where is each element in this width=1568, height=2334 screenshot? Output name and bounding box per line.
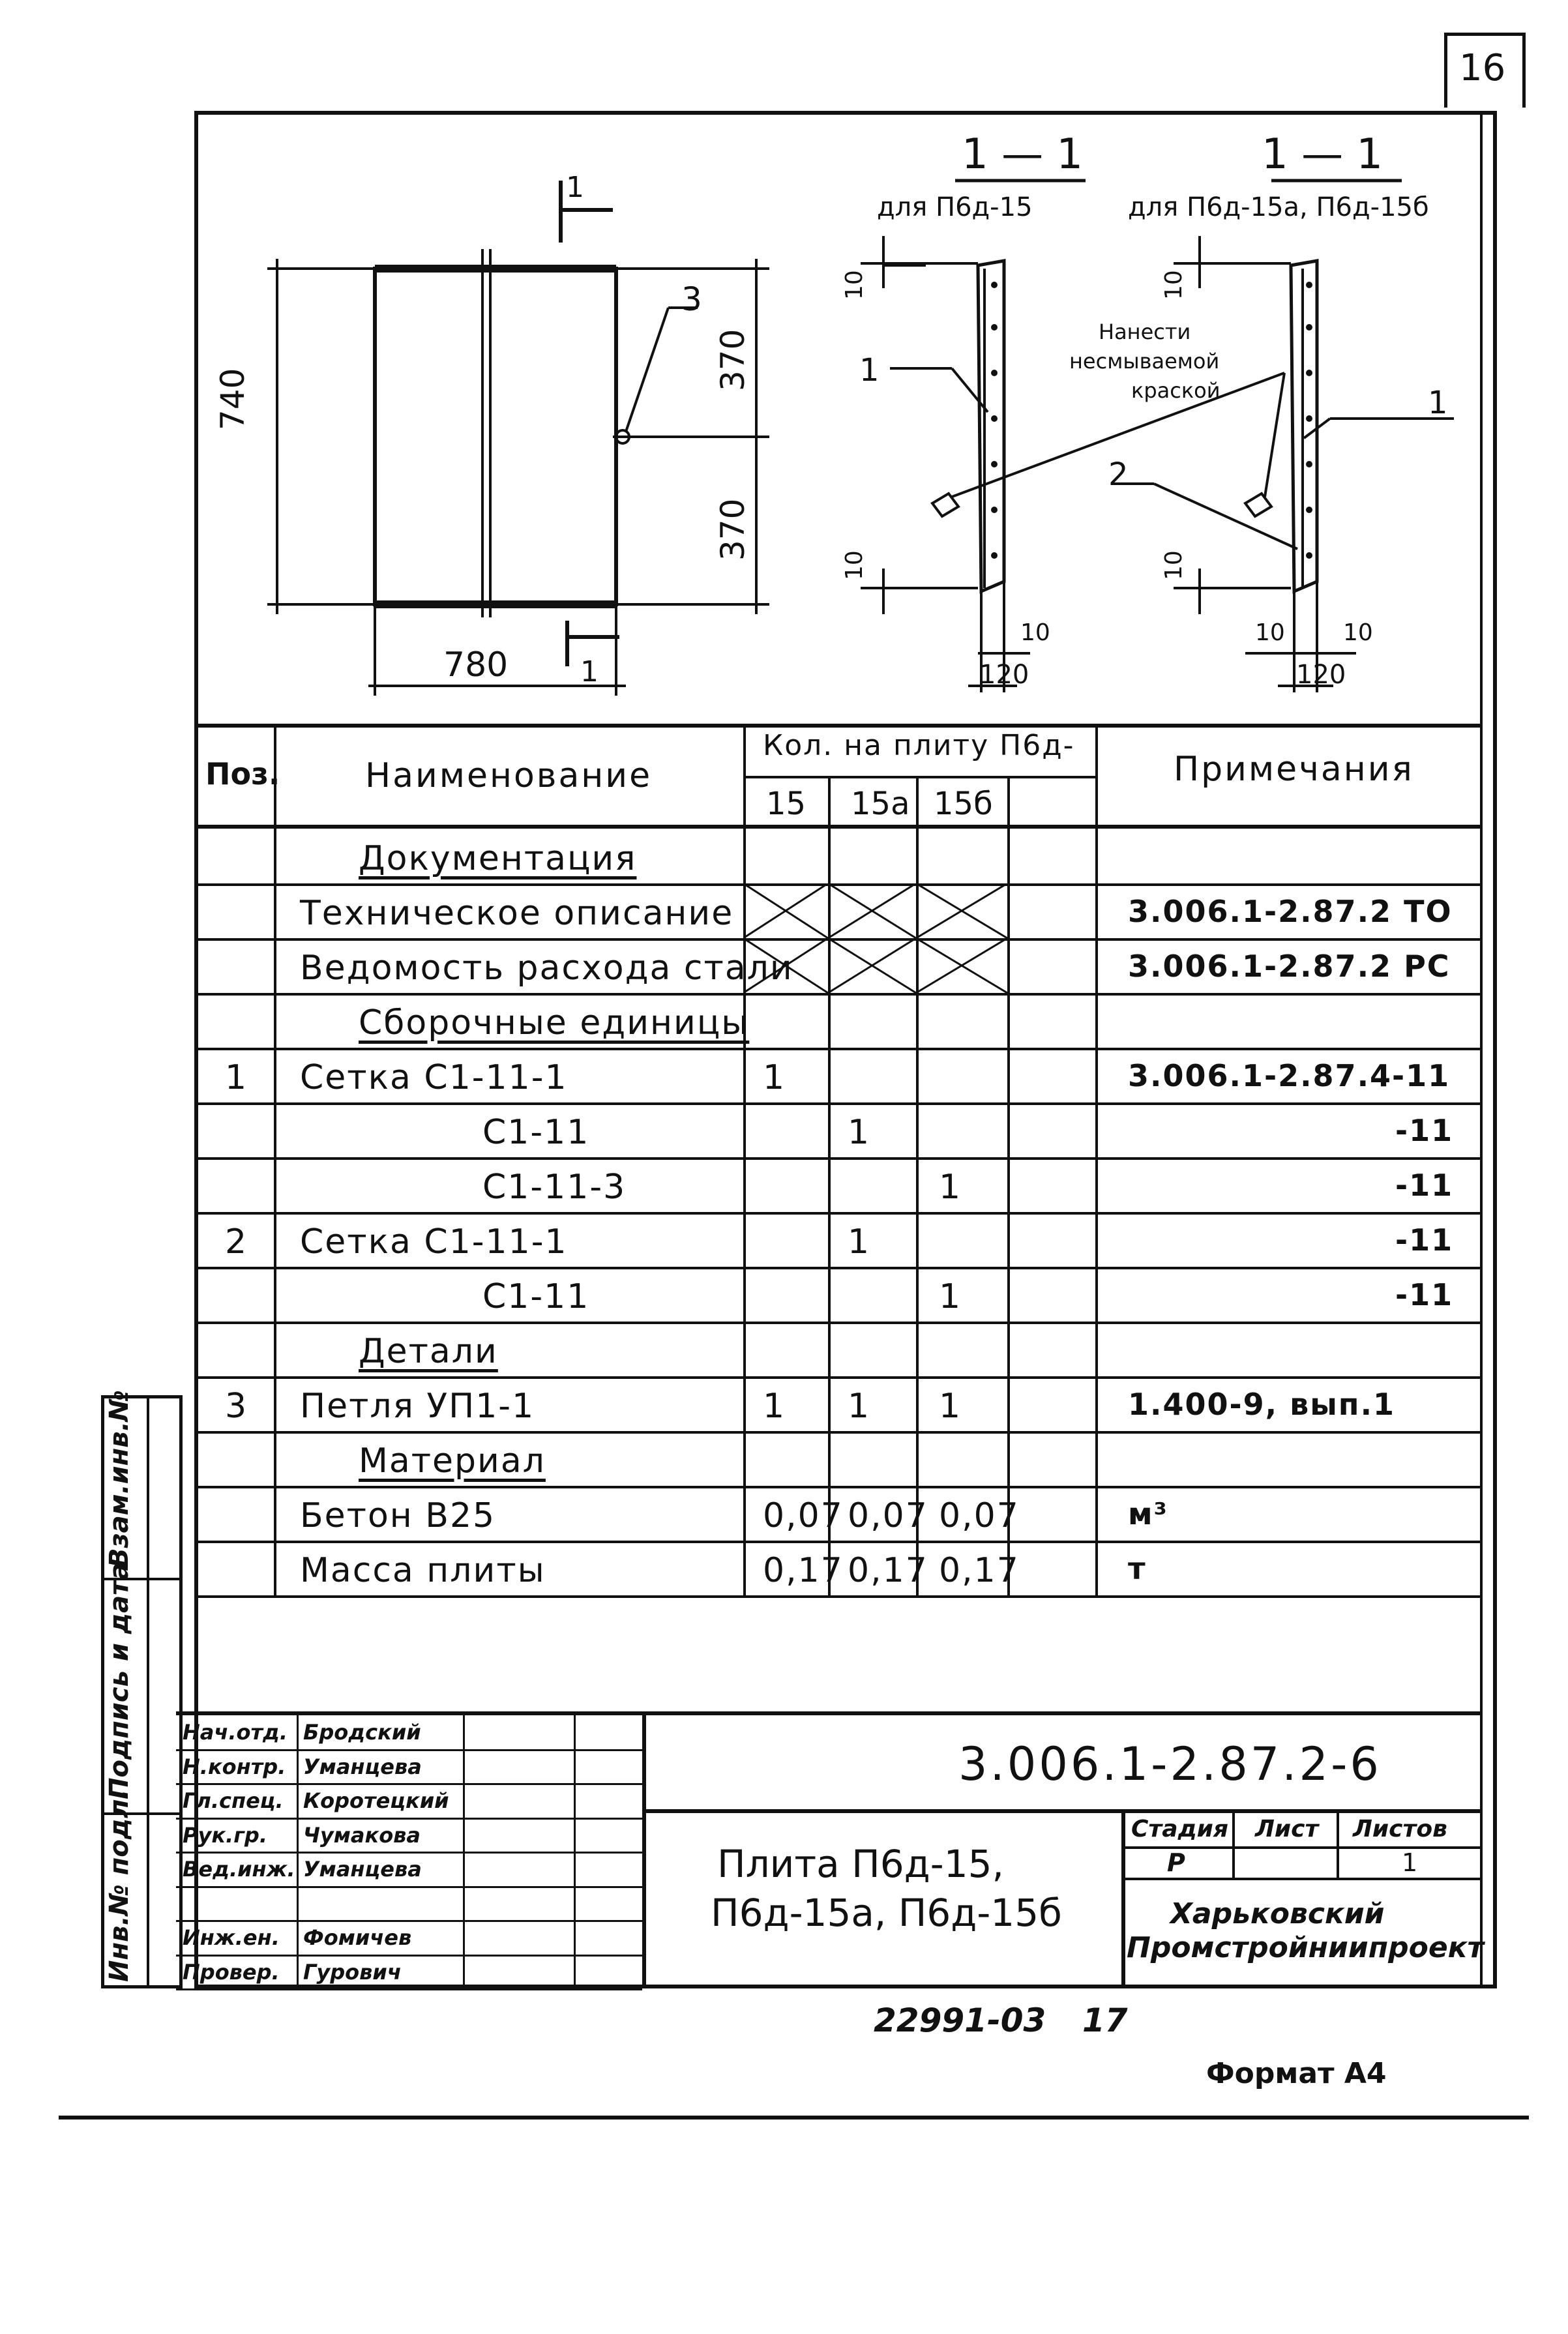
section-right-subtitle: для П6д-15а, П6д-15б bbox=[1128, 192, 1429, 222]
plan-section-mark-top: 1 bbox=[566, 171, 584, 204]
crossed-cell bbox=[916, 938, 1007, 993]
section-right-dim-bottom: 10 bbox=[1161, 550, 1187, 580]
row-qty: 1 bbox=[939, 1277, 962, 1316]
role-row-rule bbox=[176, 1920, 642, 1922]
table-row-rule bbox=[196, 1431, 1480, 1434]
row-note: м³ bbox=[1128, 1496, 1168, 1531]
section-right-dim-top: 10 bbox=[1161, 270, 1187, 300]
row-name: Бетон В25 bbox=[300, 1496, 496, 1535]
row-name: Масса плиты bbox=[300, 1551, 546, 1590]
section-right-callout-1: 1 bbox=[1428, 385, 1448, 421]
sheets-label: Листов bbox=[1353, 1816, 1447, 1842]
row-name: Сетка С1-11-1 bbox=[300, 1222, 568, 1262]
role-title: Нач.отд. bbox=[183, 1720, 288, 1745]
table-row-rule bbox=[196, 1322, 1480, 1324]
title-block-mid bbox=[645, 1809, 1480, 1813]
row-qty: 1 bbox=[848, 1113, 871, 1152]
side-stamp-inv-podl: Инв.№ подл. bbox=[104, 1789, 134, 1982]
crossed-cell bbox=[828, 938, 916, 993]
section-heading: Документация bbox=[359, 839, 637, 878]
header-name: Наименование bbox=[365, 756, 653, 795]
plan-dim-lower: 370 bbox=[714, 498, 752, 561]
table-row-rule bbox=[196, 1541, 1480, 1543]
table-row-rule bbox=[196, 1102, 1480, 1105]
row-name: С1-11 bbox=[482, 1277, 590, 1316]
header-qty-15b: 15б bbox=[934, 786, 993, 822]
row-qty: 0,17 bbox=[848, 1551, 928, 1590]
role-title: Н.контр. bbox=[183, 1754, 286, 1779]
stage-value: Р bbox=[1167, 1848, 1185, 1877]
row-name: Техническое описание bbox=[300, 894, 734, 933]
format-label: Формат А4 bbox=[1206, 2057, 1387, 2090]
role-name: Гурович bbox=[303, 1959, 402, 1985]
plan-dim-width: 780 bbox=[443, 645, 509, 685]
section-heading: Детали bbox=[359, 1332, 498, 1371]
row-note: 3.006.1-2.87.2 ТО bbox=[1128, 894, 1453, 929]
title-block-left-sep bbox=[642, 1711, 646, 1988]
crossed-cell bbox=[743, 883, 828, 938]
archive-page: 17 bbox=[1082, 2002, 1128, 2039]
role-title: Инж.ен. bbox=[183, 1925, 280, 1950]
crossed-cell bbox=[743, 938, 828, 993]
side-stamp-vzam: Взам.инв.№ bbox=[104, 1390, 134, 1568]
section-right-dim-side-left: 10 bbox=[1255, 619, 1285, 646]
role-title: Гл.спец. bbox=[183, 1788, 284, 1813]
table-row-rule bbox=[196, 1376, 1480, 1379]
crossed-cell bbox=[828, 883, 916, 938]
row-name: С1-11 bbox=[482, 1113, 590, 1152]
product-title-line-2: П6д-15а, П6д-15б bbox=[711, 1891, 1062, 1935]
row-qty: 1 bbox=[763, 1058, 786, 1097]
section-left-callout-1: 1 bbox=[859, 352, 880, 389]
table-col-line bbox=[1007, 776, 1010, 1595]
page-number: 16 bbox=[1459, 47, 1506, 89]
section-left-dim-width: 120 bbox=[979, 660, 1029, 690]
side-stamp-podpis: Подпись и дата bbox=[104, 1562, 134, 1799]
paint-note-line-3: краской bbox=[1131, 378, 1220, 403]
role-name: Коротецкий bbox=[303, 1788, 449, 1813]
section-right-callout-2: 2 bbox=[1108, 456, 1129, 493]
row-name: Сетка С1-11-1 bbox=[300, 1058, 568, 1097]
row-qty: 0,17 bbox=[763, 1551, 844, 1590]
section-left-dim-bottom: 10 bbox=[841, 550, 868, 580]
row-note: т bbox=[1128, 1551, 1147, 1586]
row-note: 1.400-9, вып.1 bbox=[1128, 1387, 1396, 1422]
section-right-dim-width: 120 bbox=[1296, 660, 1346, 690]
header-pos: Поз. bbox=[205, 756, 280, 791]
role-row-rule bbox=[176, 1783, 642, 1785]
plan-dim-height: 740 bbox=[214, 368, 252, 430]
row-qty: 0,07 bbox=[939, 1496, 1020, 1535]
table-row-rule bbox=[196, 1486, 1480, 1488]
title-block-org-sep bbox=[1121, 1809, 1125, 1988]
table-row-rule bbox=[196, 1048, 1480, 1050]
role-name: Чумакова bbox=[303, 1822, 421, 1848]
table-top-rule bbox=[196, 724, 1480, 728]
plan-section-mark-bottom: 1 bbox=[580, 655, 599, 688]
stage-sep-2 bbox=[1337, 1809, 1339, 1878]
archive-number: 22991-03 bbox=[874, 2002, 1046, 2039]
side-stamp-mid bbox=[147, 1395, 149, 1988]
role-row-rule bbox=[176, 1749, 642, 1751]
table-row-rule bbox=[196, 1212, 1480, 1215]
row-note: 3.006.1-2.87.2 РС bbox=[1128, 949, 1451, 984]
title-block-top bbox=[176, 1711, 1480, 1715]
stage-label: Стадия bbox=[1131, 1816, 1228, 1842]
role-col-line bbox=[574, 1715, 576, 1988]
row-pos: 3 bbox=[225, 1387, 248, 1426]
stage-value-rule bbox=[1121, 1878, 1480, 1880]
org-line-1: Харьковский bbox=[1170, 1897, 1385, 1930]
section-heading: Сборочные единицы bbox=[359, 1003, 750, 1042]
row-note: -11 bbox=[1395, 1168, 1454, 1203]
row-qty: 1 bbox=[939, 1168, 962, 1207]
paint-note-line-1: Нанести bbox=[1099, 319, 1191, 344]
section-left-title: 1 — 1 bbox=[962, 130, 1084, 179]
row-qty: 0,17 bbox=[939, 1551, 1020, 1590]
row-note: -11 bbox=[1395, 1277, 1454, 1312]
paint-note-line-2: несмываемой bbox=[1069, 349, 1220, 374]
frame-inner-right bbox=[1480, 111, 1483, 1988]
row-qty: 1 bbox=[848, 1222, 871, 1262]
row-note: -11 bbox=[1395, 1113, 1454, 1148]
row-pos: 2 bbox=[225, 1222, 248, 1262]
table-row-rule bbox=[196, 993, 1480, 996]
role-title: Вед.инж. bbox=[183, 1857, 295, 1882]
role-name: Уманцева bbox=[303, 1754, 422, 1779]
header-notes: Примечания bbox=[1174, 750, 1414, 789]
sheet-label: Лист bbox=[1255, 1816, 1319, 1842]
row-note: -11 bbox=[1395, 1222, 1454, 1258]
section-right-title: 1 — 1 bbox=[1262, 130, 1383, 179]
header-qty-15: 15 bbox=[766, 786, 806, 822]
section-left-dim-top: 10 bbox=[841, 270, 868, 300]
role-row-rule bbox=[176, 1955, 642, 1957]
row-note: 3.006.1-2.87.4-11 bbox=[1128, 1058, 1451, 1093]
role-name: Уманцева bbox=[303, 1857, 422, 1882]
trim-line bbox=[59, 2116, 1529, 2120]
section-heading: Материал bbox=[359, 1441, 546, 1481]
role-title: Рук.гр. bbox=[183, 1822, 267, 1848]
stage-sep-1 bbox=[1232, 1809, 1235, 1878]
org-line-2: Промстройниипроект bbox=[1127, 1931, 1485, 1964]
section-left-dim-side: 10 bbox=[1020, 619, 1050, 646]
product-title-line-1: Плита П6д-15, bbox=[717, 1842, 1004, 1886]
row-pos: 1 bbox=[225, 1058, 248, 1097]
header-qty-15a: 15а bbox=[851, 786, 910, 822]
crossed-cell bbox=[916, 883, 1007, 938]
row-qty: 0,07 bbox=[763, 1496, 844, 1535]
table-row-rule bbox=[196, 1267, 1480, 1269]
role-row-rule bbox=[176, 1852, 642, 1854]
row-qty: 1 bbox=[848, 1387, 871, 1426]
row-qty: 1 bbox=[939, 1387, 962, 1426]
role-row-rule bbox=[176, 1818, 642, 1820]
role-row-rule bbox=[176, 1886, 642, 1888]
qty-subheader-rule bbox=[743, 776, 1095, 778]
sheets-value: 1 bbox=[1402, 1848, 1418, 1877]
plan-callout-3: 3 bbox=[681, 280, 702, 318]
table-row-rule bbox=[196, 1157, 1480, 1160]
role-title: Провер. bbox=[183, 1959, 280, 1985]
role-name: Бродский bbox=[303, 1720, 421, 1745]
section-right-dim-side-right: 10 bbox=[1343, 619, 1373, 646]
row-qty: 0,07 bbox=[848, 1496, 928, 1535]
row-name: Петля УП1-1 bbox=[300, 1387, 535, 1426]
table-header-rule bbox=[196, 825, 1480, 829]
header-qty-group: Кол. на плиту П6д- bbox=[763, 729, 1075, 762]
doc-code: 3.006.1-2.87.2-6 bbox=[958, 1737, 1382, 1791]
row-name: Ведомость расхода стали bbox=[300, 949, 793, 988]
role-name: Фомичев bbox=[303, 1925, 412, 1950]
section-left-subtitle: для П6д-15 bbox=[877, 192, 1033, 222]
role-row-rule bbox=[176, 1988, 642, 1990]
row-name: С1-11-3 bbox=[482, 1168, 627, 1207]
plan-dim-upper: 370 bbox=[714, 329, 752, 391]
role-col-line bbox=[463, 1715, 465, 1988]
table-row-rule bbox=[196, 1595, 1480, 1598]
row-qty: 1 bbox=[763, 1387, 786, 1426]
role-col-line bbox=[297, 1715, 299, 1988]
